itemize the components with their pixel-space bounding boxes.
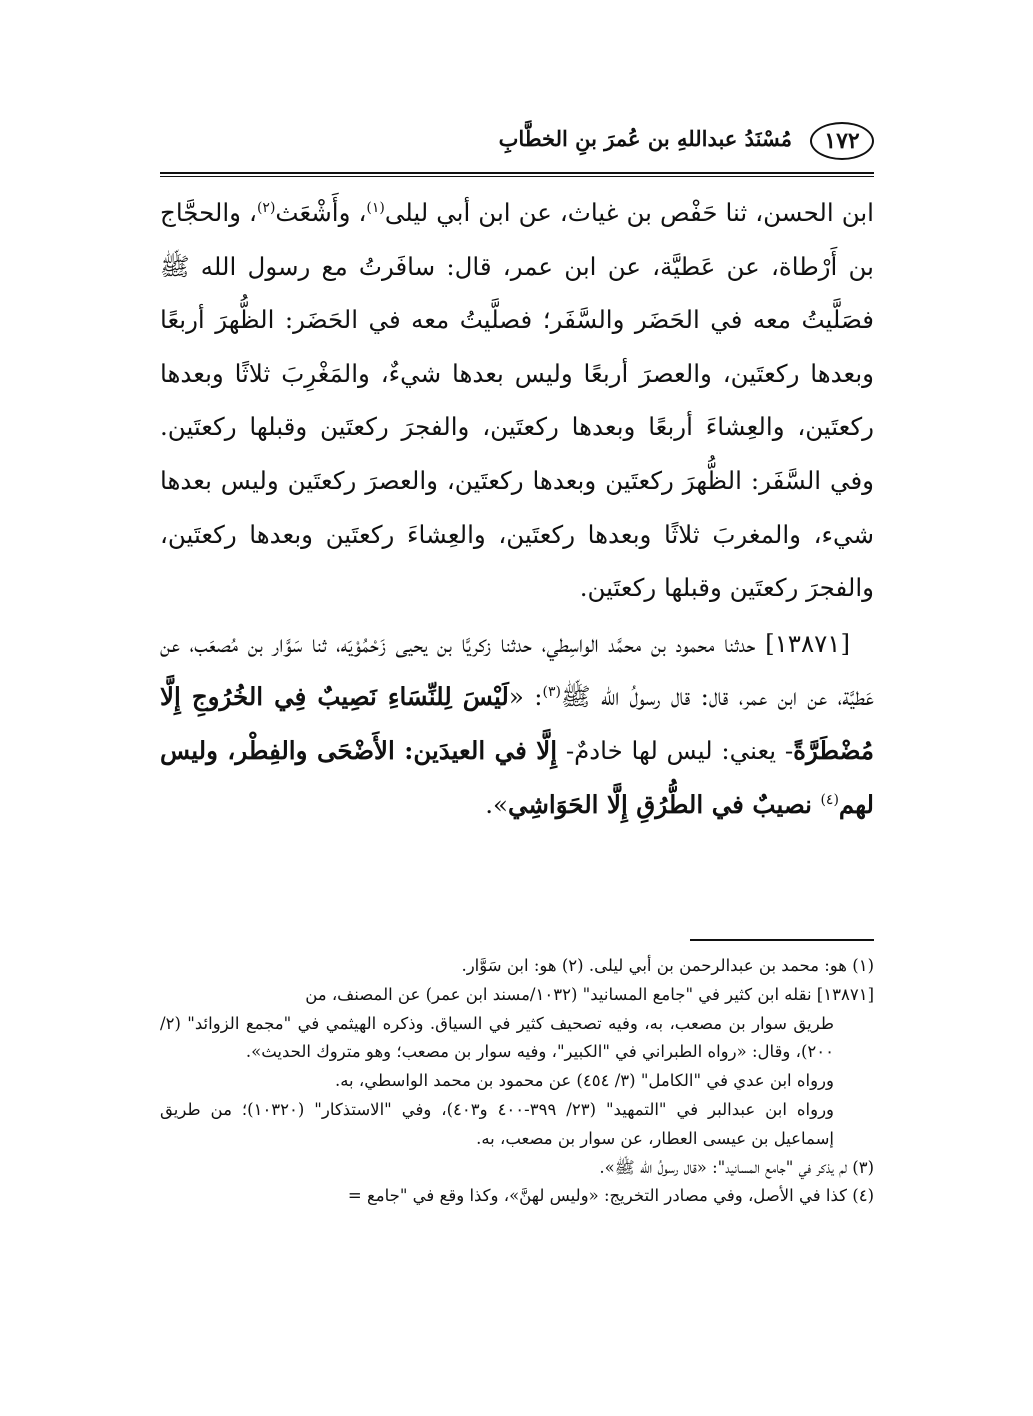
text-run: ». bbox=[485, 789, 508, 819]
footnote-4: (٤) كذا في الأصل، وفي مصادر التخريج: «وليس لهنَّ»، وكذا وقع في "جامع = bbox=[347, 1186, 874, 1206]
text-run: - يعني: ليس لها خادمٌ- bbox=[557, 735, 794, 765]
footnote-ref-4: (٤) bbox=[820, 791, 839, 808]
footnote-ref-3: (٣) bbox=[542, 684, 561, 701]
page-number: ١٧٢ bbox=[810, 122, 874, 160]
paragraph-continuation bbox=[160, 186, 874, 615]
footnote-13871-continued: طريق سوار بن مصعب، به، وفيه تصحيف كثير في السياق. وذكره الهيثمي في "مجمع الزوائد" (٢/ ٢٠٠)، وقال: «رواه الطبراني في "الكبير"، وفيه سوار بن مصعب؛ وهو متروك الحديث». bbox=[160, 1013, 834, 1062]
text-run: ، والحجَّاج بن أَرْطاة، عن عَطيَّة، عن ابن عمر، قال: سافَرتُ مع رسول الله ﷺ فصَلَّيتُ معه في الحَضَر والسَّفَر؛ فصلَّيتُ معه في الحَضَر: الظُّهرَ أربعًا وبعدها ركعتَين، والعصرَ أربعًا وليس بعدها شيءٌ، والمَغْرِبَ ثلاثًا وبعدها ركعتَين، والعِشاءَ أربعًا وبعدها ركعتَين، والفجرَ ركعتَين وقبلها ركعتَين. وفي السَّفَر: الظُّهرَ ركعتَين وبعدها ركعتَين، والعصرَ ركعتَين وليس بعدها شيء، والمغربَ ثلاثًا وبعدها ركعتَين، والعِشاءَ ركعتَين وبعدها ركعتَين، والفجرَ ركعتَين وقبلها ركعتَين. bbox=[160, 198, 874, 603]
main-text bbox=[160, 186, 874, 831]
footnote-3: (٣) لم يذكر في "جامع المسانيد": «قال رسولُ الله ﷺ». bbox=[599, 1157, 874, 1177]
footnote-separator bbox=[690, 939, 874, 941]
text-run: ، وأَشْعَث bbox=[275, 198, 367, 227]
running-title: مُسْنَدُ عبداللهِ بن عُمرَ بنِ الخطَّابِ bbox=[498, 126, 792, 151]
text-run: ابن الحسن، ثنا حَفْص بن غياث، عن ابن أبي ليلى bbox=[384, 198, 874, 227]
header-rule-thin bbox=[160, 176, 874, 177]
footnote-13871-ibn-adi: ورواه ابن عدي في "الكامل" (٣/ ٤٥٤) عن محمود بن محمد الواسطي، به. bbox=[334, 1071, 834, 1091]
footnote-ref-2: (٢) bbox=[256, 199, 276, 216]
hadith-text-bold: نصيبٌ في الطُّرُقِ إِلَّا الحَوَاشِي bbox=[507, 789, 821, 819]
footnote-13871-ibn-abdulbarr: ورواه ابن عبدالبر في "التمهيد" (٢٣/ ٣٩٩-٤٠٠ و٤٠٣)، وفي "الاستذكار" (١٠٣٢٠)؛ من طريق إسماعيل بن عيسى العطار، عن سوار بن مصعب، به. bbox=[160, 1099, 834, 1148]
footnotes bbox=[160, 952, 874, 1211]
text-run: [١٣٨٧١] حدثنا محمود بن محمَّد الواسِطي، حدثنا زكريَّا بن يحيى زَحْمُوْيَه، ثنا سَوَّار بن مُصعَب، عن عَطيَّة، عن ابن عمر، قال: قال رسولُ الله ﷺ bbox=[160, 628, 874, 712]
text-run: : « bbox=[508, 682, 543, 712]
hadith-13871 bbox=[160, 617, 874, 831]
hadith-text-bold: إِلَّا في العيدَين: الأَضْحَى والفِطْر، وليس لهم bbox=[160, 735, 874, 819]
header-rule bbox=[160, 172, 874, 174]
footnote-13871-first-line: [١٣٨٧١] نقله ابن كثير في "جامع المسانيد" (١٠٣٢/مسند ابن عمر) عن المصنف، من bbox=[305, 984, 874, 1004]
hadith-text-bold: لَيْسَ لِلنِّسَاءِ نَصِيبٌ فِي الخُرُوجِ إِلَّا مُضْطَرَّةً bbox=[160, 682, 874, 765]
footnote-1-2: (١) هو: محمد بن عبدالرحمن بن أبي ليلى. (٢) هو: ابن سَوَّار. bbox=[461, 956, 874, 975]
footnote-ref-1: (١) bbox=[366, 199, 385, 216]
page-header bbox=[160, 118, 874, 170]
